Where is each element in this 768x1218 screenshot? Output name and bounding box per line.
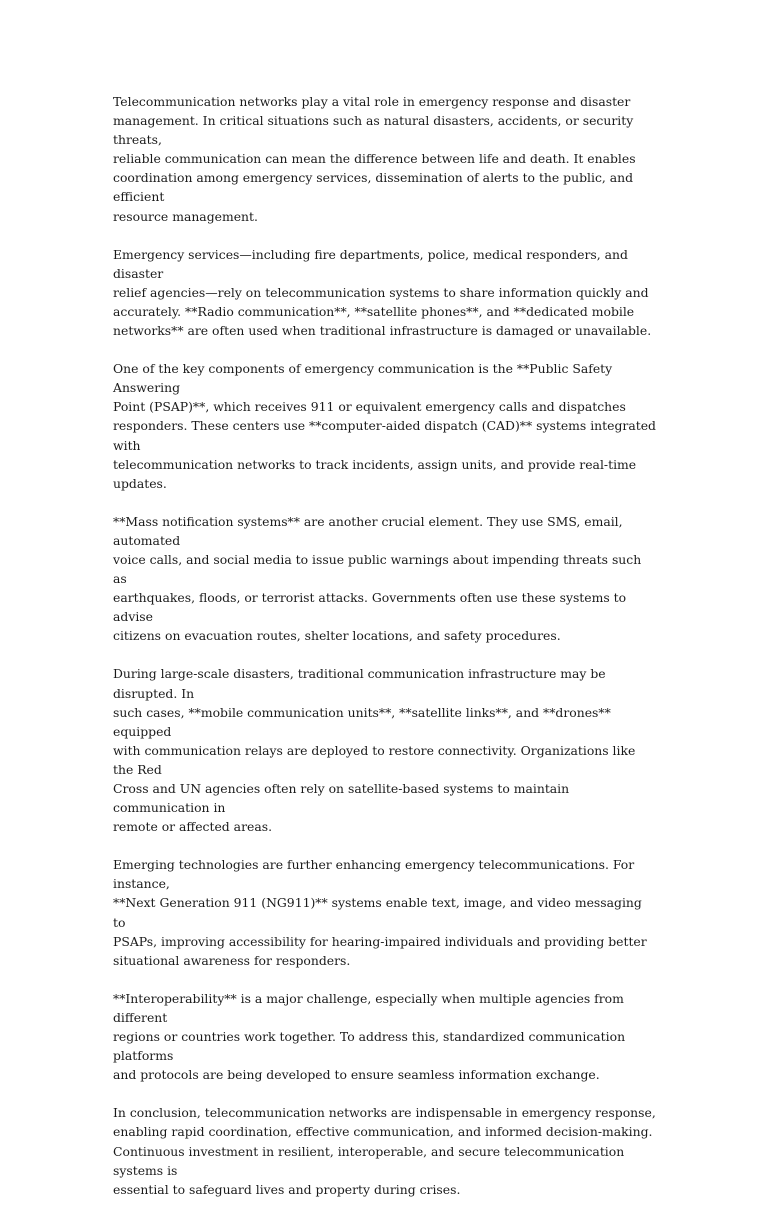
document-body [113,92,658,1218]
paragraph-emerging-technologies: Emerging technologies are further enhancing emergency telecommunications. For instance, **Next Generation 911 (NG911)** systems enable text, image, and video messaging to PSAPs, improving accessibility for hearing-impaired individuals and providing better situational awareness for responders. [113,857,647,968]
paragraph-psap: One of the key components of emergency communication is the **Public Safety Answering Point (PSAP)**, which receives 911 or equivalent emergency calls and dispatches responders. These centers use **computer-aided dispatch (CAD)** systems integrated with telecommunication networks to track incidents, assign units, and provide real-time updates. [113,361,656,491]
paragraph-interoperability: **Interoperability** is a major challenge, especially when multiple agencies from different regions or countries work together. To address this, standardized communication platforms and protocols are being developed to ensure seamless information exchange. [113,990,626,1083]
paragraph-conclusion: In conclusion, telecommunication networks are indispensable in emergency response, enabling rapid coordination, effective communication, and informed decision-making. Continuous investment in resilient, interoperable, and secure telecommunication systems is essential to safeguard lives and property during crises. [113,1105,656,1197]
paragraph-mass-notification: **Mass notification systems** are another crucial element. They use SMS, email, automated voice calls, and social media to issue public warnings about impending threats such as earthquakes, floods, or terrorist attacks. Governments often use these systems to advise citizens on evacuation routes, shelter locations, and safety procedures. [113,513,642,644]
paragraph-large-scale-disasters: During large-scale disasters, traditional communication infrastructure may be disrupted. In such cases, **mobile communication units**, **satellite links**, and **drones** equipped with communication relays are deployed to restore connectivity. Organizations like the Red Cross and UN agencies often rely on satellite-based systems to maintain communication in remote or affected areas. [113,666,636,835]
paragraph-emergency-services: Emergency services—including fire departments, police, medical responders, and disaster relief agencies—rely on telecommunication systems to share information quickly and accurately. **Radio communication**, **satellite phones**, and **dedicated mobile networks** are often used when traditional infrastructure is damaged or unavailable. [113,246,652,339]
paragraph-intro: Telecommunication networks play a vital role in emergency response and disaster management. In critical situations such as natural disasters, accidents, or security threats, reliable communication can mean the difference between life and death. It enables coordination among emergency services, dissemination of alerts to the public, and efficient resource management. [113,94,636,224]
